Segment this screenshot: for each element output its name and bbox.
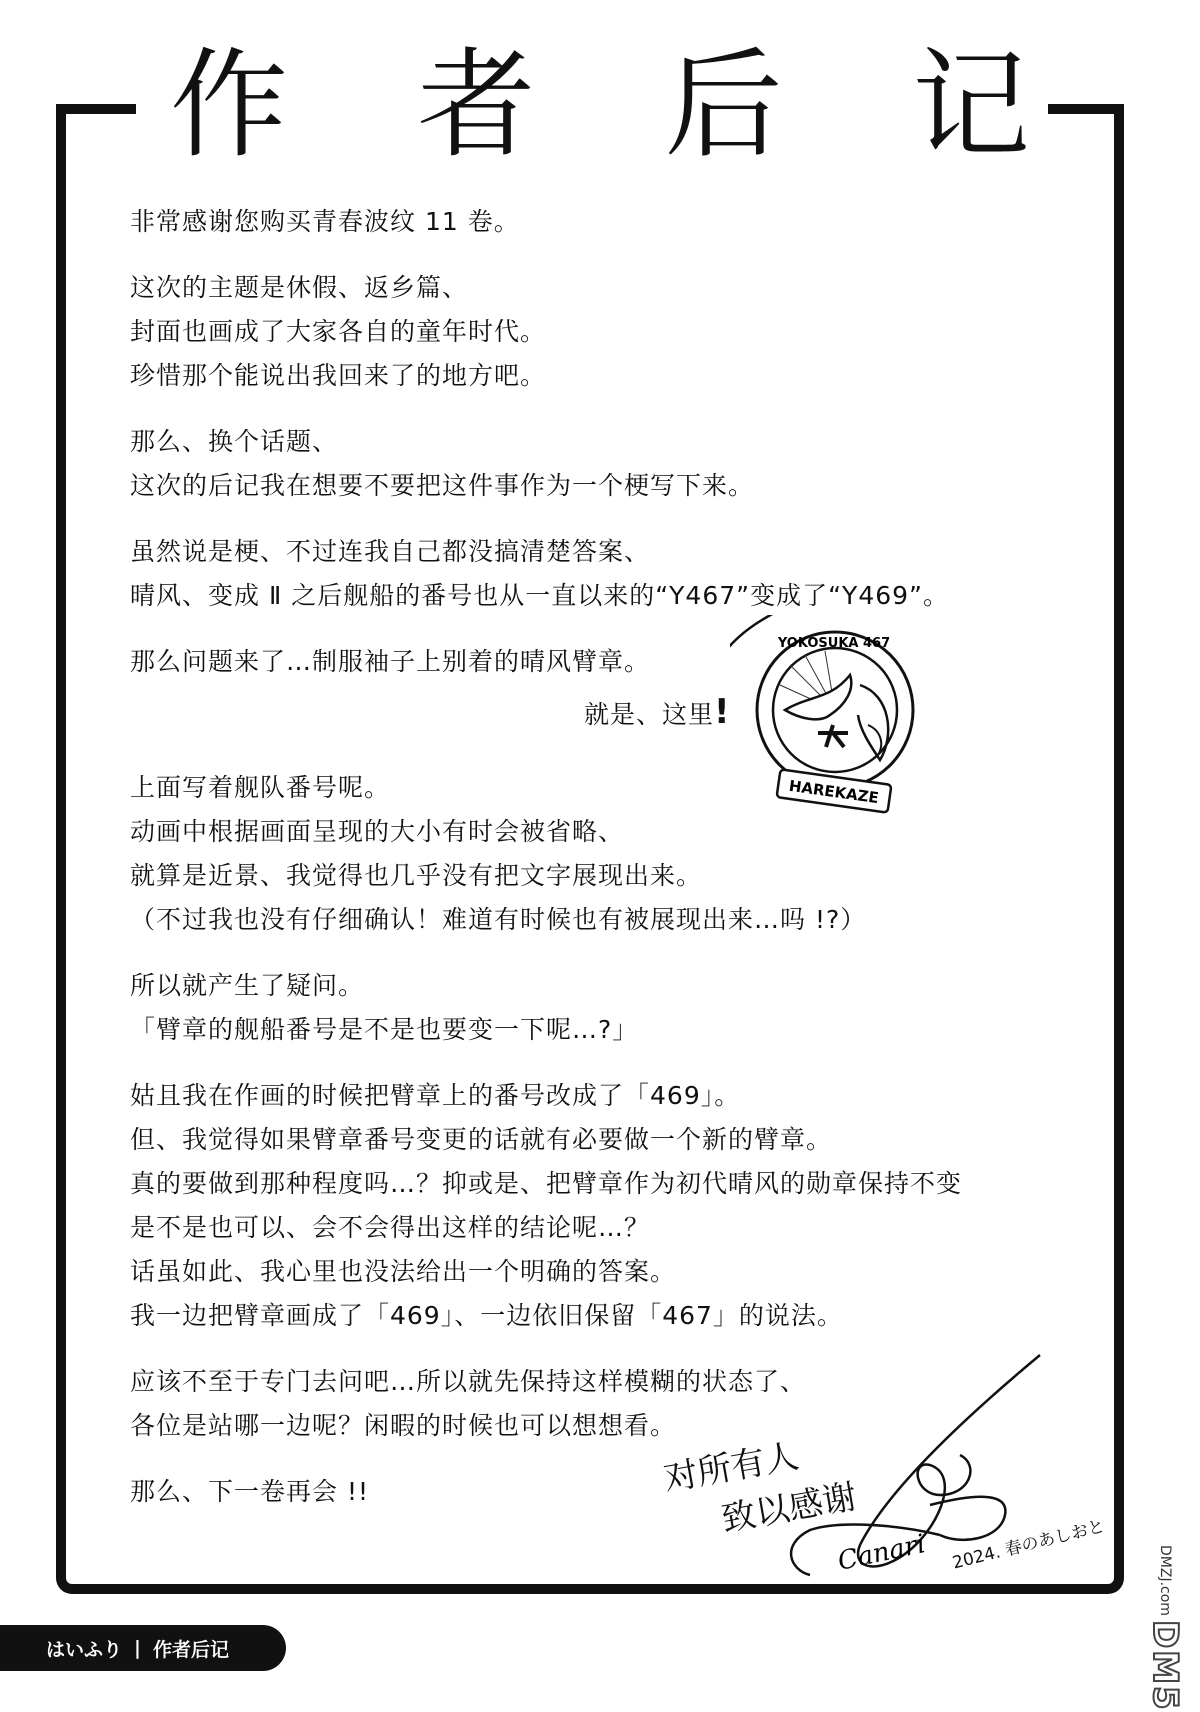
text-line: 虽然说是梗、不过连我自己都没搞清楚答案、: [130, 537, 651, 566]
text-line: （不过我也没有仔细确认！难道有时候也有被展现出来…吗 !?）: [130, 905, 867, 934]
signature-stroke: [930, 1497, 1005, 1540]
frame-top-left-stub: [56, 104, 136, 114]
text-line: 但、我觉得如果臂章番号变更的话就有必要做一个新的臂章。: [130, 1125, 833, 1154]
text-line: 这次的后记我在想要不要把这件事作为一个梗写下来。: [130, 471, 755, 500]
afterword-body: [130, 200, 1060, 1536]
text-line: 所以就产生了疑问。: [130, 971, 365, 1000]
watermark-site: DMZJ.com: [1157, 1545, 1173, 1616]
text-line: 就算是近景、我觉得也几乎没有把文字展现出来。: [130, 861, 703, 890]
page-title: [170, 20, 1030, 174]
text-line: 非常感谢您购买青春波纹 11 卷。: [130, 207, 520, 236]
text-line: 「臂章的舰船番号是不是也要变一下呢…?」: [130, 1015, 639, 1044]
text-line: 晴风、变成 Ⅱ 之后舰船的番号也从一直以来的“Y467”变成了“Y469”。: [130, 581, 949, 610]
text-line: 是不是也可以、会不会得出这样的结论呢…？: [130, 1213, 651, 1242]
frame-top-right-stub: [1048, 104, 1124, 114]
text-line: 动画中根据画面呈现的大小有时会被省略、: [130, 817, 625, 846]
pointer-label: 就是、这里: [584, 700, 715, 729]
thanks-line: 致以感谢: [718, 1476, 860, 1540]
text-line: 封面也画成了大家各自的童年时代。: [130, 317, 547, 346]
text-line: 那么问题来了…制服袖子上别着的晴风臂章。: [130, 647, 651, 676]
watermark-logo: DM5: [1145, 1619, 1185, 1712]
text-line: 话虽如此、我心里也没法给出一个明确的答案。: [130, 1257, 677, 1286]
thanks-line: 对所有人: [660, 1436, 802, 1500]
pointer-text: [584, 692, 731, 732]
text-line: 我一边把臂章画成了「469」、一边依旧保留「467」的说法。: [130, 1301, 843, 1330]
badge-bottom-text: HAREKAZE: [787, 776, 880, 808]
text-line: 姑且我在作画的时候把臂章上的番号改成了「469」。: [130, 1081, 741, 1110]
paragraph: [130, 964, 1060, 1052]
paragraph: [130, 420, 1060, 508]
paragraph: [130, 200, 1060, 244]
text-line: 各位是站哪一边呢？闲暇的时候也可以想想看。: [130, 1411, 677, 1440]
text-line: 珍惜那个能说出我回来了的地方吧。: [130, 361, 547, 390]
paragraph: [130, 530, 1060, 618]
footer-section-tab: [0, 1625, 286, 1671]
text-line: 应该不至于专门去问吧…所以就先保持这样模糊的状态了、: [130, 1367, 807, 1396]
badge-top-text: YOKOSUKA 467: [777, 636, 891, 651]
harekaze-badge-illustration: [730, 615, 930, 815]
text-line: 那么、换个话题、: [130, 427, 339, 456]
title-char: 记: [911, 36, 1030, 174]
paragraph: [130, 266, 1060, 398]
footer-section-title: 作者后记: [152, 1638, 229, 1661]
footer-series: はいふり: [46, 1638, 123, 1661]
signature-date: 2024. 春のあしおと: [950, 1516, 1107, 1574]
title-char: 作: [170, 36, 289, 174]
text-line: 上面写着舰队番号呢。: [130, 773, 391, 802]
paragraph: [130, 1074, 1060, 1338]
footer-separator: |: [134, 1637, 141, 1659]
text-line: 这次的主题是休假、返乡篇、: [130, 273, 469, 302]
text-line: 真的要做到那种程度吗…？抑或是、把臂章作为初代晴风的勋章保持不变: [130, 1169, 963, 1198]
text-line: 那么、下一卷再会 !!: [130, 1477, 369, 1506]
title-char: 后: [664, 36, 783, 174]
title-char: 者: [417, 36, 536, 174]
watermark: [1140, 1545, 1190, 1712]
exclamation-mark: !: [714, 692, 731, 732]
signature-name: Canari: [835, 1529, 928, 1577]
